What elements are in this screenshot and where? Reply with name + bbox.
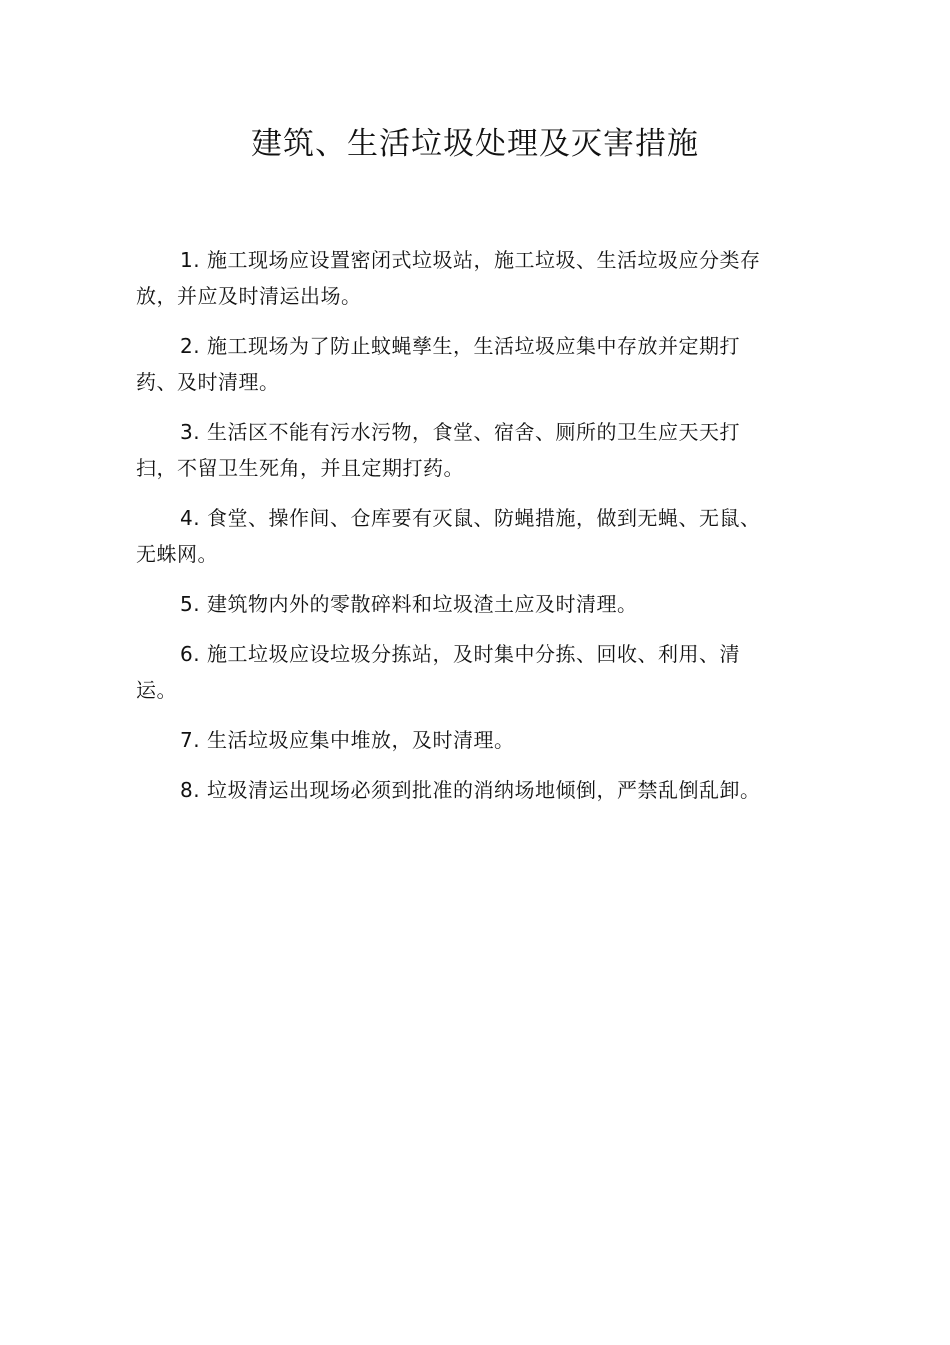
measure-item-2: 2. 施工现场为了防止蚊蝇孳生，生活垃圾应集中存放并定期打药、及时清理。 [136,334,740,394]
measures-list [136,242,770,822]
measure-item-5: 5. 建筑物内外的零散碎料和垃圾渣土应及时清理。 [180,592,638,616]
measure-item-1: 1. 施工现场应设置密闭式垃圾站，施工垃圾、生活垃圾应分类存放，并应及时清运出场。 [136,248,761,308]
measure-item-7: 7. 生活垃圾应集中堆放，及时清理。 [180,728,515,752]
measure-item-3: 3. 生活区不能有污水污物，食堂、宿舍、厕所的卫生应天天打扫，不留卫生死角，并且定期打药。 [136,420,740,480]
measure-item-6: 6. 施工垃圾应设垃圾分拣站，及时集中分拣、回收、利用、清运。 [136,642,740,702]
document-title: 建筑、生活垃圾处理及灭害措施 [251,126,699,162]
measure-item-4: 4. 食堂、操作间、仓库要有灭鼠、防蝇措施，做到无蝇、无鼠、无蛛网。 [136,506,761,566]
measure-item-8: 8. 垃圾清运出现场必须到批准的消纳场地倾倒，严禁乱倒乱卸。 [180,778,761,802]
